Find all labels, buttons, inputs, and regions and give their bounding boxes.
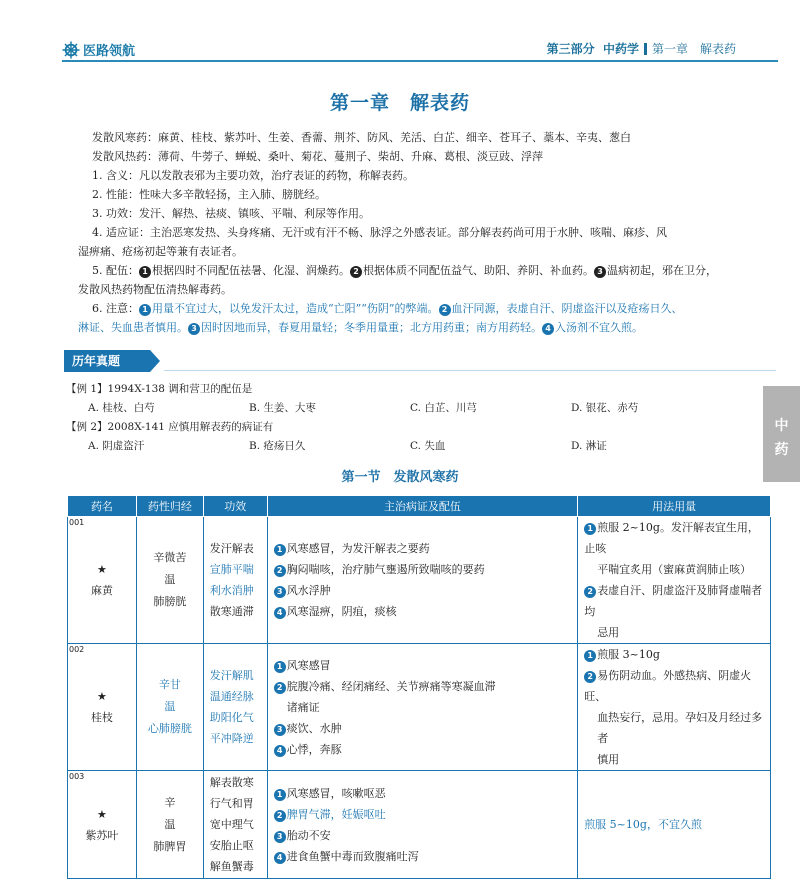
- indication-line: [274, 655, 576, 676]
- usage-line: [584, 580, 764, 622]
- compat-2: 根据体质不同配伍益气、助阳、养阴、补血药。: [363, 264, 594, 277]
- drug-name: 桂枝: [90, 711, 113, 724]
- compatibility: [92, 261, 742, 280]
- number-badge: 4: [274, 745, 286, 757]
- number-badge: 4: [542, 323, 554, 335]
- heat-drug-items: 薄荷、牛蒡子、蝉蜕、桑叶、菊花、蔓荆子、柴胡、升麻、葛根、淡豆豉、浮萍: [158, 150, 543, 163]
- indication-line: [274, 538, 576, 559]
- caution-prefix: 6. 注意：: [92, 302, 139, 315]
- table-row: [68, 517, 771, 644]
- cold-drug-items: 麻黄、桂枝、紫苏叶、生姜、香薷、荆芥、防风、羌活、白芷、细辛、苍耳子、藁本、辛夷、葱白: [158, 131, 631, 144]
- indication-text: 脾胃气滞，妊娠呕吐: [286, 807, 386, 821]
- number-badge: 1: [584, 650, 596, 662]
- option: A. 阴虚盗汗: [88, 440, 145, 452]
- caution-2b: 淋证、失血患者慎用。: [78, 321, 188, 334]
- number-badge: 2: [274, 565, 286, 577]
- column-header: 功效: [203, 496, 267, 517]
- drug-name: 麻黄: [90, 584, 113, 597]
- compat-prefix: 5. 配伍：: [92, 264, 139, 277]
- column-header: 药名: [68, 496, 137, 517]
- logo-text: 医路领航: [83, 44, 136, 59]
- indication-line: [274, 804, 576, 825]
- number-badge: 1: [274, 661, 286, 673]
- option: C. 失血: [410, 440, 446, 452]
- past-exams-bar: [64, 350, 776, 372]
- cautions: [92, 299, 742, 318]
- column-header: 主治病证及配伍: [267, 496, 578, 517]
- option: B. 生姜、大枣: [249, 402, 316, 414]
- property-line: 肺膀胱: [153, 595, 187, 608]
- function-line: 发汗解肌: [209, 669, 254, 682]
- indication-line: [274, 559, 576, 580]
- drug-name-cell: [68, 517, 137, 644]
- number-badge: 1: [584, 523, 596, 535]
- usage-line: [584, 644, 764, 665]
- publisher-logo: [62, 40, 135, 59]
- star-icon: ★: [97, 690, 107, 703]
- property-cell: [136, 517, 203, 644]
- subject-label: 中药学: [602, 42, 639, 56]
- number-badge: 2: [274, 810, 286, 822]
- indication-text: 风寒感冒，咳嗽呕恶: [286, 786, 386, 800]
- number-badge: 4: [274, 852, 286, 864]
- indications-b: 湿痹痛、疮疡初起等兼有表证者。: [78, 245, 243, 258]
- indication-line: [274, 676, 576, 697]
- property-cell: [136, 771, 203, 879]
- number-badge: 3: [274, 831, 286, 843]
- number-badge: 1: [139, 266, 151, 278]
- intro-text: [78, 128, 742, 337]
- option: D. 淋证: [571, 440, 607, 452]
- number-badge: 3: [188, 323, 200, 335]
- column-header: 用法用量: [578, 496, 771, 517]
- function-line: 利水消肿: [209, 584, 254, 597]
- property-cell: [136, 644, 203, 771]
- usage-cell: [578, 517, 771, 644]
- drug-table: [67, 495, 771, 879]
- number-badge: 3: [274, 724, 286, 736]
- cold-drug-list: [92, 128, 742, 147]
- cautions-cont: [78, 318, 742, 337]
- cold-drug-label: 发散风寒药：: [92, 131, 158, 144]
- number-badge: 3: [594, 266, 606, 278]
- usage-cell: [578, 644, 771, 771]
- usage-text: 煎服 2~10g。发汗解表宜生用，止咳: [584, 521, 759, 555]
- usage-cell: [578, 771, 771, 879]
- property-line: 肺脾胃: [153, 839, 187, 853]
- function-line: 宣肺平喘: [209, 563, 254, 576]
- indications-a: 4. 适应证：主治恶寒发热、头身疼痛、无汗或有汗不畅、脉浮之外感表证。部分解表药尚可用于水肿、咳喘、麻疹、风: [92, 226, 667, 239]
- head-separator: [644, 43, 647, 55]
- section-title: 第一节 发散风寒药: [341, 470, 459, 485]
- option: D. 银花、赤芍: [571, 402, 639, 414]
- usage-text: 易伤阴动血。外感热病、阴虚火旺、: [584, 669, 752, 703]
- indication-line: [274, 825, 576, 846]
- function-line: 行气和胃: [209, 797, 254, 810]
- function-line: 平冲降逆: [209, 732, 254, 745]
- indication-text: 胸闷喘咳，治疗肺气壅遏所致喘咳的要药: [286, 563, 485, 576]
- number-badge: 2: [584, 586, 596, 598]
- past-exams-tag: 历年真题: [64, 350, 150, 372]
- property-line: 温: [164, 817, 176, 831]
- number-badge: 4: [274, 607, 286, 619]
- definition: 1. 含义：凡以发散表邪为主要功效，治疗表证的药物，称解表药。: [92, 169, 414, 182]
- indication-line: [274, 739, 576, 760]
- property-line: 温: [164, 573, 176, 586]
- function-line: 解表散寒: [209, 776, 254, 789]
- properties: 2. 性能：性味大多辛散轻扬，主入肺、膀胱经。: [92, 188, 326, 201]
- number-badge: 2: [439, 304, 451, 316]
- function-cell: [203, 644, 267, 771]
- usage-text: 煎服 3~10g: [597, 648, 660, 661]
- star-icon: ★: [97, 563, 107, 576]
- caution-1: 用量不宜过大，以免发汗太过，造成“亡阳”“伤阴”的弊端。: [152, 302, 439, 315]
- usage-text: 平喘宜炙用（蜜麻黄润肺止咳）: [597, 563, 752, 576]
- property-line: 辛甘: [158, 678, 181, 691]
- heat-drug-list: [92, 147, 742, 166]
- option: A. 桂枝、白芍: [88, 402, 155, 414]
- compat-1: 根据四时不同配伍祛暑、化湿、润燥药。: [152, 264, 350, 277]
- usage-text: 慎用: [597, 753, 620, 766]
- function-line: 宽中理气: [209, 818, 254, 831]
- star-icon: ★: [97, 807, 107, 821]
- drug-name-cell: [68, 771, 137, 879]
- drug-name: 紫苏叶: [85, 828, 119, 842]
- part-label: 第三部分: [546, 42, 595, 56]
- example-2-stem: 【例 2】2008X-141 应慎用解表药的病证有: [66, 421, 274, 433]
- compat-3a: 温病初起，邪在卫分，: [607, 264, 717, 277]
- indication-line: [274, 718, 576, 739]
- exam-examples: [66, 380, 766, 456]
- indication-text: 脘腹冷痛、经闭痛经、关节痹痛等寒凝血滞: [286, 679, 496, 693]
- indication-line: [274, 846, 576, 867]
- chapter-thumb-tab[interactable]: [763, 386, 800, 482]
- number-badge: 2: [350, 266, 362, 278]
- function-cell: [203, 771, 267, 879]
- example-1-stem: 【例 1】1994X-138 调和营卫的配伍是: [66, 383, 253, 395]
- column-header: 药性归经: [136, 496, 203, 517]
- caution-4: 入汤剂不宜久煎。: [555, 321, 643, 334]
- indication-text: 风寒感冒: [286, 658, 331, 672]
- number-badge: 2: [584, 671, 596, 683]
- table-header-row: [68, 496, 771, 517]
- usage-text: 血热妄行，忌用。孕妇及月经过多者: [597, 711, 763, 745]
- indication-text: 风寒感冒，为发汗解表之要药: [286, 542, 430, 555]
- section-rule: [164, 370, 776, 371]
- example-1-options: [66, 399, 766, 418]
- header-rule: [62, 60, 778, 62]
- property-line: 温: [164, 700, 176, 713]
- drug-name-cell: [68, 644, 137, 771]
- running-head: [547, 40, 736, 57]
- number-badge: 3: [274, 586, 286, 598]
- heat-drug-label: 发散风热药：: [92, 150, 158, 163]
- function-line: 安胎止呕: [209, 839, 254, 852]
- indication-cell: [267, 771, 578, 879]
- number-badge: 1: [139, 304, 151, 316]
- caution-3: 因时因地而异，春夏用量轻；冬季用量重；北方用药重；南方用药轻。: [201, 321, 542, 334]
- entry-number: 003: [69, 772, 85, 781]
- function-cell: [203, 517, 267, 644]
- effects: 3. 功效：发汗、解热、祛痰、镇咳、平喘、利尿等作用。: [92, 207, 370, 220]
- chapter-title: 第一章 解表药: [329, 92, 470, 114]
- indication-text: 风寒湿痹，阴疽，痰核: [286, 605, 397, 618]
- caution-2a: 血汗同源，表虚自汗、阴虚盗汗以及疮疡日久、: [451, 302, 683, 315]
- usage-text: 忌用: [597, 626, 620, 639]
- function-line: 温通经脉: [209, 690, 254, 703]
- indication-line: [274, 601, 576, 622]
- property-line: 辛微苦: [153, 551, 187, 564]
- usage-line: [584, 665, 764, 707]
- table-row: [68, 771, 771, 879]
- function-line: 助阳化气: [209, 711, 254, 724]
- indication-cell: [267, 644, 578, 771]
- chapter-label: 第一章 解表药: [651, 42, 736, 56]
- entry-number: 002: [69, 645, 85, 654]
- usage-text: 表虚自汗、阴虚盗汗及肺肾虚喘者均: [584, 584, 763, 618]
- entry-number: 001: [69, 518, 85, 527]
- table-row: [68, 644, 771, 771]
- compatibility-cont: 发散风热药物配伍清热解毒药。: [78, 283, 232, 296]
- option: C. 白芷、川芎: [410, 402, 477, 414]
- example-2-options: [66, 437, 766, 456]
- page-header: [0, 0, 800, 66]
- usage-line: [584, 517, 764, 559]
- indication-text: 风水浮肿: [286, 584, 331, 597]
- thumb-tab-char: 药: [774, 442, 789, 458]
- thumb-tab-char: 中: [774, 418, 789, 434]
- indication-line: [274, 783, 576, 804]
- indication-text: 诸痛证: [286, 700, 320, 714]
- ship-wheel-icon: [62, 41, 80, 59]
- number-badge: 1: [274, 789, 286, 801]
- property-line: 辛: [164, 795, 176, 809]
- usage-text: 煎服 5~10g，不宜久煎: [584, 818, 702, 831]
- function-line: 散寒通滞: [209, 605, 254, 618]
- indication-text: 进食鱼蟹中毒而致腹痛吐泻: [286, 849, 419, 863]
- indication-cell: [267, 517, 578, 644]
- number-badge: 2: [274, 682, 286, 694]
- function-line: 发汗解表: [209, 542, 254, 555]
- indication-line: [274, 580, 576, 601]
- indication-text: 心悸，奔豚: [286, 742, 342, 756]
- option: B. 疮疡日久: [249, 440, 306, 452]
- property-line: 心肺膀胱: [147, 722, 192, 735]
- function-line: 解鱼蟹毒: [209, 860, 254, 873]
- indication-text: 痰饮、水肿: [286, 721, 342, 735]
- number-badge: 1: [274, 544, 286, 556]
- indication-text: 胎动不安: [286, 828, 331, 842]
